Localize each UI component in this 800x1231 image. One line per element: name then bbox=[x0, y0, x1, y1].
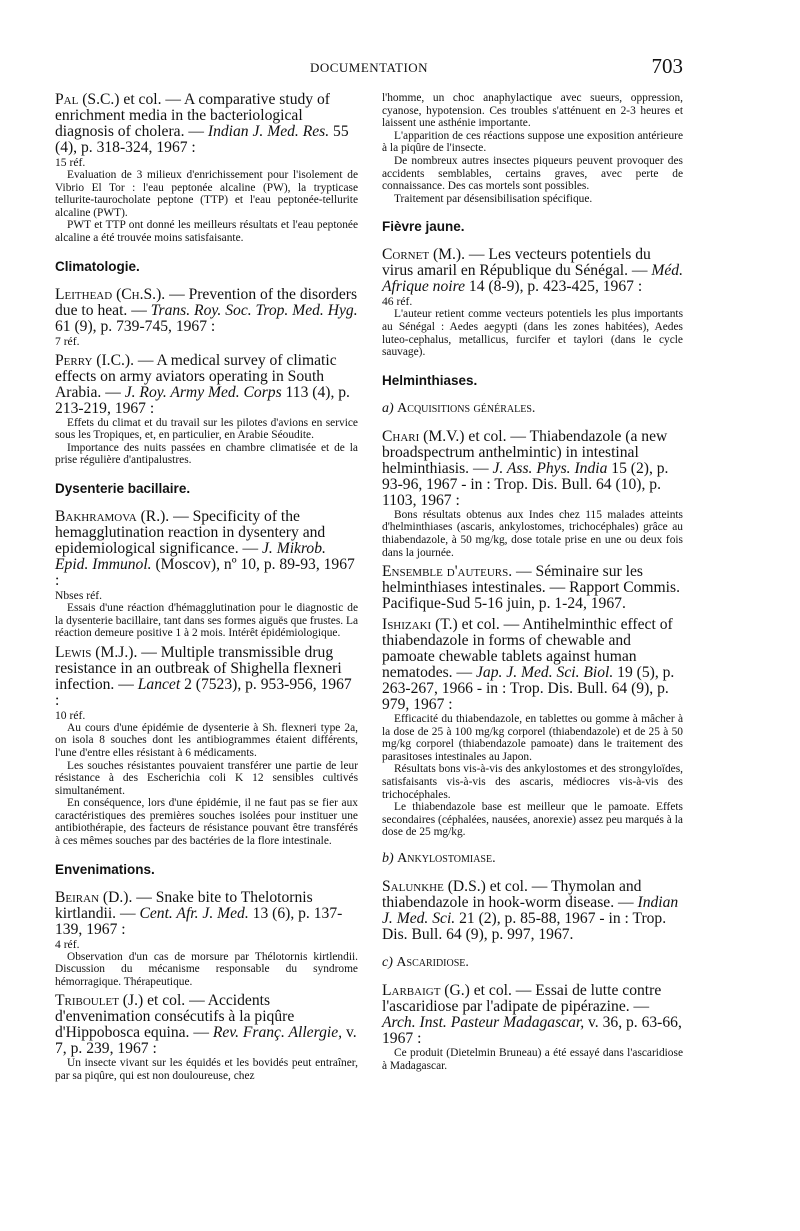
entry-author: Cornet (M.) bbox=[382, 246, 462, 264]
subsection-title: Ankylostomiase. bbox=[397, 851, 496, 867]
bibliography-entry bbox=[55, 287, 358, 348]
journal-name: Indian J. Med. Sci. bbox=[382, 894, 679, 928]
page-header bbox=[55, 54, 683, 80]
journal-name: Lancet bbox=[137, 675, 181, 693]
subsection-heading bbox=[382, 851, 683, 867]
citation-title: . — Snake bite to Thelotornis kirtlandii. — bbox=[55, 888, 313, 922]
journal-name: J. Roy. Army Med. Corps bbox=[124, 383, 282, 401]
journal-name: J. Mikrob. Epid. Immunol. bbox=[55, 539, 326, 573]
citation bbox=[55, 645, 358, 709]
abstract-paragraph: Le thiabendazole base est meilleur que le pamoate. Effets secondaires (céphalées, nausées, anorexie) assez peu marqués à la dose de 25 mg/kg. bbox=[382, 801, 683, 839]
entry-author: Beiran (D.) bbox=[55, 888, 129, 906]
entry-author: Leithead (Ch.S.) bbox=[55, 285, 162, 303]
abstract-paragraph: PWT et TTP ont donné les meilleurs résultats et l'eau peptonée alcaline a été trouvée moins satisfaisante. bbox=[55, 219, 358, 244]
subsection-label: b) bbox=[382, 851, 394, 867]
reference-count: 46 réf. bbox=[382, 295, 413, 309]
citation-title: . — Les vecteurs potentiels du virus amaril en République du Sénégal. — bbox=[382, 246, 652, 280]
citation-title: et col. — Essai de lutte contre l'ascaridiose par l'adipate de pipérazine. — bbox=[382, 982, 662, 1016]
citation bbox=[382, 617, 683, 713]
citation bbox=[55, 353, 358, 417]
abstract-paragraph: Ce produit (Dietelmin Bruneau) a été essayé dans l'ascaridiose à Madagascar. bbox=[382, 1047, 683, 1072]
journal-name: Cent. Afr. J. Med. bbox=[139, 904, 249, 922]
citation bbox=[382, 564, 683, 612]
reference-detail: v. 36, p. 63-66, 1967 : bbox=[382, 1014, 682, 1048]
entry-author: Bakhramova (R.) bbox=[55, 507, 166, 525]
bibliography-entry bbox=[55, 890, 358, 989]
reference-count: 15 réf. bbox=[55, 156, 86, 169]
running-title: DOCUMENTATION bbox=[309, 60, 429, 75]
section-heading: Dysenterie bacillaire. bbox=[55, 480, 191, 496]
bibliography-entry bbox=[55, 509, 358, 640]
citation-title: et col. — Thiabendazole (a new broadspectrum anthelmintic) in intestinal helminthiasis. — bbox=[382, 427, 668, 477]
citation bbox=[55, 890, 358, 938]
subsection-heading bbox=[382, 401, 683, 417]
bibliography-entry bbox=[382, 92, 683, 205]
reference-detail: 19 (5), p. 263-267, 1966 - in : Trop. Dis. Bull. 64 (9), p. 979, 1967 : bbox=[382, 664, 675, 714]
reference-detail: 2 (7523), p. 953-956, 1967 : bbox=[55, 675, 352, 709]
citation-title: et col. — A comparative study of enrichment media in the bacteriological diagnosis of cholera. — bbox=[55, 91, 330, 140]
bibliography-entry bbox=[382, 247, 683, 358]
abstract-paragraph: L'auteur retient comme vecteurs potentiels les plus importants au Sénégal : Aedes aegypti (dans les zones habitées), Aedes luteo-cephalus, metallicus, furcifer et taylori (dans le cycle sauvage). bbox=[382, 308, 683, 359]
entry-author: Larbaigt (G.) bbox=[382, 982, 470, 1000]
reference-detail: (Moscov), nº 10, p. 89-93, 1967 : bbox=[55, 555, 355, 589]
bibliography-entry bbox=[382, 983, 683, 1072]
subsection-label: a) bbox=[382, 400, 394, 416]
citation bbox=[382, 247, 683, 295]
bibliography-entry bbox=[55, 993, 358, 1082]
bibliography-entry bbox=[55, 92, 358, 245]
citation-title: . — Prevention of the disorders due to heat. — bbox=[55, 285, 358, 319]
citation-title: et col. — Thymolan and thiabendazole in hook-worm disease. — bbox=[382, 878, 642, 912]
journal-name: Indian J. Med. Res. bbox=[207, 123, 330, 140]
reference-detail: 14 (8-9), p. 423-425, 1967 : bbox=[465, 278, 643, 296]
abstract-paragraph: Efficacité du thiabendazole, en tablettes ou gomme à mâcher à la dose de 25 à 100 mg/kg corporel (thiabendazole) et de 25 à 50 mg/kg corporel (thiabendazole pamoate) dans le traitement des parasitoses intestinales au Japon. bbox=[382, 713, 683, 763]
bibliography-entry bbox=[55, 353, 358, 467]
reference-count: Nbses réf. bbox=[55, 588, 103, 602]
citation-title: et col. — Antihelminthic effect of thiabendazole in forms of chewable and pamoate chewable tablets against human nematodes. — bbox=[382, 616, 673, 682]
reference-detail: 15 (2), p. 93-96, 1967 - in : Trop. Dis. Bull. 64 (10), p. 1103, 1967 : bbox=[382, 459, 669, 509]
citation-title: . — Séminaire sur les helminthiases intestinales. — Rapport Commis. Pacifique-Sud 5-16 juin, p. 1-24, 1967. bbox=[382, 563, 680, 613]
abstract-paragraph: Les souches résistantes pouvaient transférer une partie de leur résistance à des Escherichia coli K 12 sensibles cultivés simultanément. bbox=[55, 759, 358, 797]
citation bbox=[55, 993, 358, 1057]
journal-name: J. Ass. Phys. India bbox=[492, 459, 608, 477]
journal-name: Trans. Roy. Soc. Trop. Med. Hyg. bbox=[150, 301, 358, 319]
abstract-paragraph: Un insecte vivant sur les équidés et les bovidés peut entraîner, par sa piqûre, qui est non douloureuse, chez bbox=[55, 1057, 358, 1083]
reference-detail: 13 (6), p. 137-139, 1967 : bbox=[55, 904, 343, 938]
reference-count: 4 réf. bbox=[55, 937, 80, 951]
reference-detail: 61 (9), p. 739-745, 1967 : bbox=[55, 317, 216, 335]
citation bbox=[382, 429, 683, 509]
reference-detail: 113 (4), p. 213-219, 1967 : bbox=[55, 383, 350, 417]
abstract-paragraph: En conséquence, lors d'une épidémie, il ne faut pas se fier aux caractéristiques des premières souches isolées pour instituer une antibiothérapie, des facteurs de résistance pouvant être transférés à ces mêmes souches par des bactéries de la flore intestinale. bbox=[55, 797, 358, 848]
abstract-paragraph: Résultats bons vis-à-vis des ankylostomes et des strongyloïdes, satisfaisants vis-à-vis des ascaris, médiocres vis-à-vis des trichocéphales. bbox=[382, 763, 683, 801]
citation-title: . — Multiple transmissible drug resistance in an outbreak of Shighella flexneri infection. — bbox=[55, 643, 342, 693]
subsection-title: Ascaridiose. bbox=[396, 955, 469, 971]
abstract-paragraph: Bons résultats obtenus aux Indes chez 115 malades atteints d'helminthiases (ascaris, ankylostomes, trichocéphales) grâce au thiabendazole, à 50 mg/kg, dose totale prise en une ou deux fois dans la journée. bbox=[382, 508, 683, 559]
section-heading: Envenimations. bbox=[55, 861, 155, 877]
right-column bbox=[382, 92, 683, 1077]
citation bbox=[55, 287, 358, 335]
citation bbox=[382, 983, 683, 1047]
section-heading: Helminthiases. bbox=[382, 372, 478, 388]
reference-detail: 55 (4), p. 318-324, 1967 : bbox=[55, 123, 349, 156]
entry-author: Salunkhe (D.S.) bbox=[382, 878, 486, 896]
entry-author: Ishizaki (T.) bbox=[382, 616, 458, 634]
abstract-paragraph: l'homme, un choc anaphylactique avec sueurs, oppression, cyanose, hypotension. Ces troubles s'atténuent en 2-3 heures et laissent une asthénie importante. bbox=[382, 92, 683, 130]
page-number: 703 bbox=[651, 54, 683, 78]
section-heading: Fièvre jaune. bbox=[382, 219, 465, 235]
citation-title: et col. — Accidents d'envenimation consécutifs à la piqûre d'Hippobosca equina. — bbox=[55, 992, 295, 1042]
subsection-title: Acquisitions générales. bbox=[397, 400, 536, 416]
entry-author: Perry (I.C.) bbox=[55, 351, 131, 369]
abstract-paragraph: Essais d'une réaction d'hémagglutination pour le diagnostic de la dysenterie bacillaire, tant dans ses formes aiguës que frustes. La réaction demeure positive 1 à 2 mois. Intérêt épidémiologique. bbox=[55, 601, 359, 640]
reference-detail: v. 7, p. 239, 1967 : bbox=[55, 1024, 357, 1058]
reference-count: 10 réf. bbox=[55, 708, 86, 722]
entry-author: Ensemble d'auteurs bbox=[382, 563, 509, 581]
citation bbox=[382, 879, 683, 943]
reference-detail: 21 (2), p. 85-88, 1967 - in : Trop. Dis. Bull. 64 (9), p. 997, 1967. bbox=[382, 910, 667, 944]
entry-author: Triboulet (J.) bbox=[55, 992, 144, 1010]
citation bbox=[55, 92, 358, 156]
bibliography-entry bbox=[382, 617, 683, 839]
reference-count: 7 réf. bbox=[55, 334, 80, 348]
abstract-paragraph: L'apparition de ces réactions suppose une exposition antérieure à la piqûre de l'insecte. bbox=[382, 129, 683, 155]
abstract-paragraph: Importance des nuits passées en chambre climatisée et de la prise régulière d'antipalustres. bbox=[55, 441, 358, 467]
journal-name: Rev. Franç. Allergie, bbox=[212, 1024, 343, 1042]
journal-name: Jap. J. Med. Sci. Biol. bbox=[475, 664, 614, 682]
abstract-paragraph: De nombreux autres insectes piqueurs peuvent provoquer des accidents semblables, certains graves, avec perte de connaissance. Des cas mortels sont possibles. bbox=[382, 154, 683, 193]
abstract-paragraph: Au cours d'une épidémie de dysenterie à Sh. flexneri type 2a, on isola 8 souches dont les antibiogrammes étaient différents, l'une d'entre elles résistant à 6 médicaments. bbox=[55, 721, 358, 759]
citation-title: . — Specificity of the hemagglutination reaction in dysentery and epidemiological significance. — bbox=[55, 507, 326, 557]
journal-name: Arch. Inst. Pasteur Madagascar, bbox=[382, 1014, 585, 1032]
abstract-paragraph: Traitement par désensibilisation spécifique. bbox=[394, 192, 593, 205]
section-heading: Climatologie. bbox=[55, 258, 140, 274]
bibliography-entry bbox=[382, 429, 683, 559]
bibliography-entry bbox=[382, 879, 683, 943]
citation-title: . — A medical survey of climatic effects on army aviators operating in South Arabia. — bbox=[55, 351, 337, 401]
entry-author: Lewis (M.J.) bbox=[55, 643, 134, 661]
citation bbox=[55, 509, 358, 589]
subsection-heading bbox=[382, 955, 683, 971]
bibliography-entry bbox=[55, 645, 358, 848]
entry-author: Pal (S.C.) bbox=[55, 91, 120, 108]
journal-name: Méd. Afrique noire bbox=[382, 262, 683, 296]
left-column bbox=[55, 92, 358, 1088]
abstract-paragraph: Observation d'un cas de morsure par Thélotornis kirtlendii. Discussion du mécanisme responsable du syndrome hémorragique. Thérapeutique. bbox=[55, 950, 358, 988]
bibliography-entry bbox=[382, 564, 683, 612]
abstract-paragraph: Evaluation de 3 milieux d'enrichissement pour l'isolement de Vibrio El Tor : l'eau peptonée alcaline (PW), la trypticase tellurite-taurocholate peptone (TTP) et l'eau peptonée-tellurite alcaline (PWT). bbox=[55, 169, 358, 219]
abstract-paragraph: Effets du climat et du travail sur les pilotes d'avions en service sous les Tropiques, et, en particulier, en Arabie Séoudite. bbox=[55, 416, 358, 442]
subsection-label: c) bbox=[382, 955, 393, 971]
entry-author: Chari (M.V.) bbox=[382, 427, 465, 445]
